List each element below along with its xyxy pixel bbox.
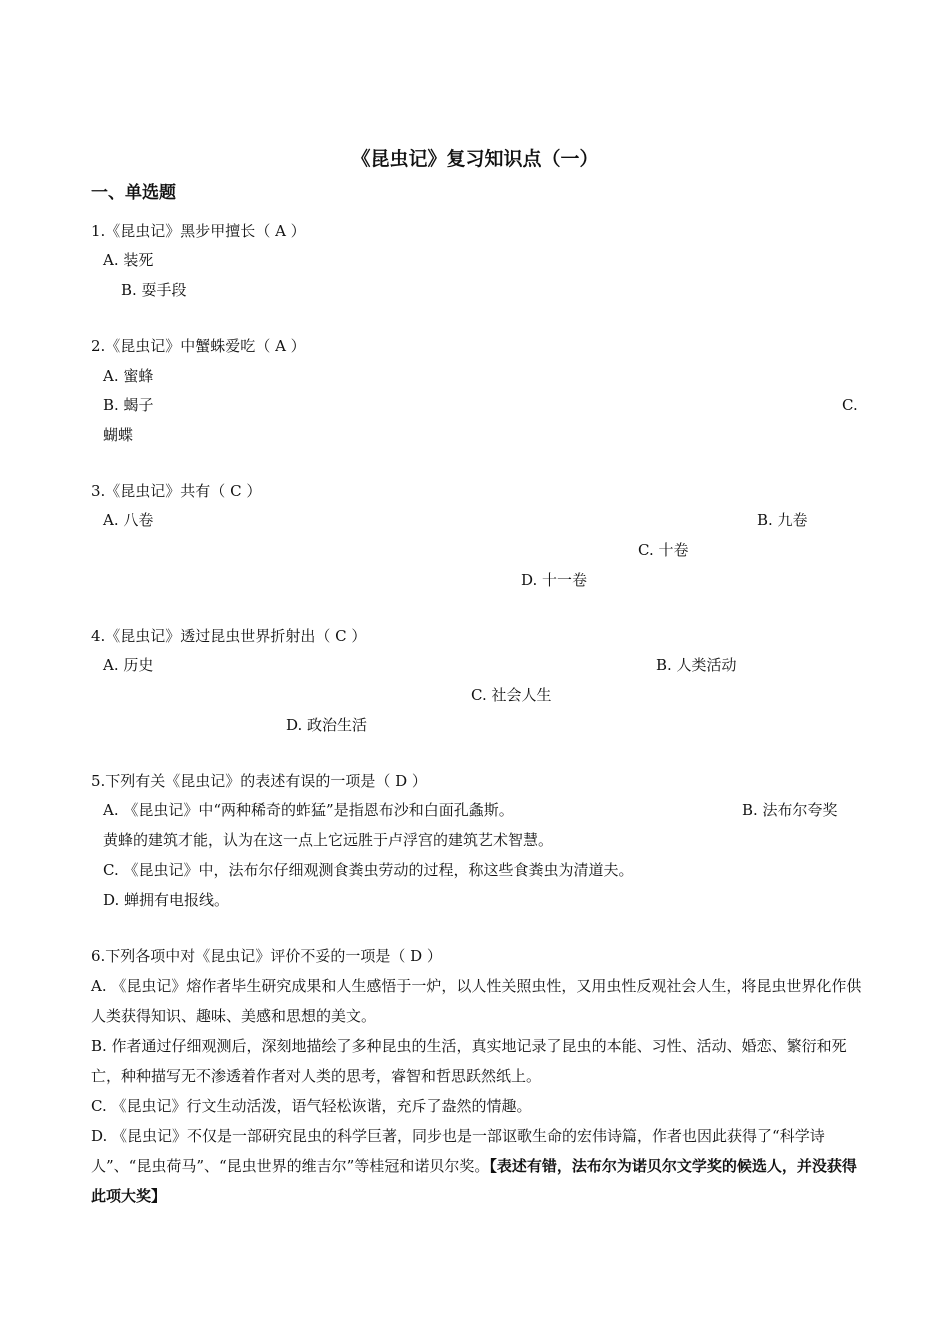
question-6-stem: 6.下列各项中对《昆虫记》评价不妥的一项是（ D ） xyxy=(91,947,442,965)
question-6-option-a: A. 《昆虫记》熔作者毕生研究成果和人生感悟于一炉，以人性关照虫性，又用虫性反观社会人生，将昆虫世界化作供人类获得知识、趣味、美感和思想的美文。 xyxy=(91,977,862,1025)
question-4-option-c: C. 社会人生 xyxy=(471,686,552,704)
question-6-option-d xyxy=(91,1121,863,1211)
question-4-option-d: D. 政治生活 xyxy=(286,716,368,734)
question-3-stem: 3.《昆虫记》共有（ C ） xyxy=(91,482,262,500)
question-3-option-c: C. 十卷 xyxy=(638,541,689,559)
question-1-option-a: A. 装死 xyxy=(103,251,154,269)
question-5-option-b-continued: 黄蜂的建筑才能，认为在这一点上它远胜于卢浮宫的建筑艺术智慧。 xyxy=(103,831,554,849)
question-6-option-b: B. 作者通过仔细观测后，深刻地描绘了多种昆虫的生活，真实地记录了昆虫的本能、习性、活动、婚恋、繁衍和死亡，种种描写无不渗透着作者对人类的思考，睿智和哲思跃然纸上。 xyxy=(91,1037,847,1085)
question-4-option-b: B. 人类活动 xyxy=(656,656,737,674)
question-2-option-a: A. 蜜蜂 xyxy=(103,367,154,385)
question-5-stem: 5.下列有关《昆虫记》的表述有误的一项是（ D ） xyxy=(91,772,427,790)
question-5-option-a: A. 《昆虫记》中“两种稀奇的蚱猛”是指恩布沙和白面孔螽斯。 xyxy=(103,801,514,819)
question-6-option-d-text: D. 《昆虫记》不仅是一部研究昆虫的科学巨著，同步也是一部讴歌生命的宏伟诗篇，作者也因此获得了“科学诗人”、“昆虫荷马”、“昆虫世界的维吉尔”等桂冠和诺贝尔奖。 xyxy=(91,1127,825,1175)
question-3-option-d: D. 十一卷 xyxy=(521,571,588,589)
question-5-option-b-start: B. 法布尔夸奖 xyxy=(742,801,838,819)
question-3-option-a: A. 八卷 xyxy=(103,511,154,529)
question-6-option-c: C. 《昆虫记》行文生动活泼，语气轻松诙谐，充斥了盎然的情趣。 xyxy=(91,1097,532,1115)
section-heading: 一、单选题 xyxy=(91,183,176,203)
question-2-option-c-text: 蝴蝶 xyxy=(103,426,134,444)
question-5-option-d: D. 蝉拥有电报线。 xyxy=(103,891,230,909)
question-1-option-b: B. 耍手段 xyxy=(121,281,187,299)
question-2-option-c-label: C. xyxy=(842,396,858,414)
question-4-stem: 4.《昆虫记》透过昆虫世界折射出（ C ） xyxy=(91,627,367,645)
question-2-option-b: B. 蝎子 xyxy=(103,396,154,414)
document-title: 《昆虫记》复习知识点（一） xyxy=(351,148,599,170)
question-4-option-a: A. 历史 xyxy=(103,656,154,674)
question-5-option-c: C. 《昆虫记》中，法布尔仔细观测食粪虫劳动的过程，称这些食粪虫为清道夫。 xyxy=(103,861,634,879)
question-3-option-b: B. 九卷 xyxy=(757,511,808,529)
question-2-stem: 2.《昆虫记》中蟹蛛爱吃（ A ） xyxy=(91,337,306,355)
question-1-stem: 1.《昆虫记》黑步甲擅长（ A ） xyxy=(91,222,306,240)
question-6-answer-note: 【表述有错，法布尔为诺贝尔文学奖的候选人，并没获得此项大奖】 xyxy=(91,1157,857,1205)
